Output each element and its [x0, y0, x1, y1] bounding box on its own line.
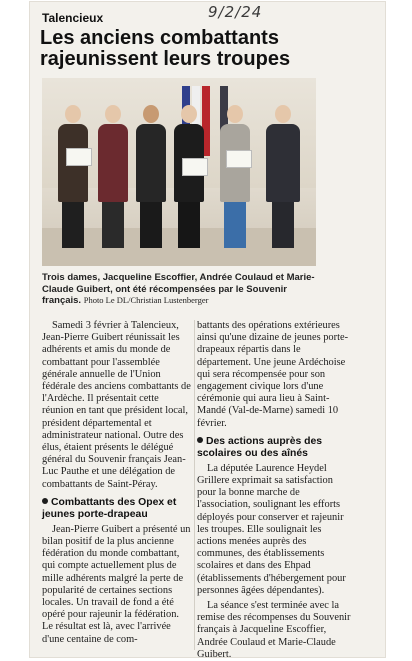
handwritten-date: 9/2/24 — [208, 3, 263, 21]
photo-caption — [42, 272, 327, 307]
article-column-2 — [197, 320, 352, 661]
person-3 — [136, 105, 166, 248]
person-6 — [266, 105, 300, 248]
certificate-2 — [182, 158, 208, 176]
article-column-1 — [42, 320, 192, 646]
article-headline: Les anciens combattants rajeunissent leurs troupes — [40, 27, 291, 70]
column-divider — [194, 320, 195, 650]
person-2 — [98, 105, 128, 248]
certificate-1 — [66, 148, 92, 166]
caption-text: Trois dames, Jacqueline Escoffier, Andrée Coulaud et Marie-Claude Guibert, ont été récompensées par le Souvenir français. — [42, 272, 315, 306]
certificate-3 — [226, 150, 252, 168]
paragraph-conclusion: La séance s'est terminée avec la remise des récompenses du Souvenir français à Jacqueline Escoffier, Andrée Coulaud et Marie-Claude Guibert. — [197, 600, 351, 660]
paragraph-continuation: battants des opérations extérieures ainsi qu'une dizaine de jeunes porte-drapeaux répartis dans le département. Une jeune Ardéchoise qui sera récompensée pour son engagement civique lors d'une cérémonie qui aura lieu à Saint-Mandé (Val-de-Marne) samedi 10 février. — [197, 320, 349, 429]
subhead-actions — [197, 436, 352, 460]
paragraph-bilan: Jean-Pierre Guibert a présenté un bilan positif de la plus ancienne fédération du monde combattant, qui compte actuellement plus de mille adhérents malgré la perte de popularité de certaines sections locales. Un travail de fond a été opéré pour rajeunir la fédération. Le résultat est là, avec l'arrivée d'une centaine de com- — [42, 523, 191, 645]
subhead-actions-text: Des actions auprès des scolaires ou des aînés — [197, 435, 323, 459]
person-1 — [58, 105, 88, 248]
article-photo — [42, 78, 316, 266]
section-kicker: Talencieux — [42, 11, 104, 25]
bullet-icon — [42, 498, 48, 504]
paragraph-deputee: La députée Laurence Heydel Grillere exprimait sa satisfaction pour la bonne marche de l'association, soulignant les efforts déployés pour conserver et rajeunir les troupes. Elle soulignait les actions menées auprès des communes, des établissements scolaires et dans des Ehpad (établissements d'hébergement pour personnes âgées dépendantes). — [197, 462, 346, 596]
photo-credit: Photo Le DL/Christian Lustenberger — [83, 295, 209, 305]
subhead-opex-text: Combattants des Opex et jeunes porte-drapeau — [42, 496, 177, 520]
person-4 — [174, 105, 204, 248]
person-5 — [220, 105, 250, 248]
paragraph-intro: Samedi 3 février à Talencieux, Jean-Pierre Guibert réunissait les adhérents et amis du monde de combattant pour l'assemblée générale annuelle de l'Union fédérale des anciens combattants de l'Ardèche. Il présentait cette réunion en tant que président local, président départemental et administrateur national. Outre des élus, étaient présents le délégué général du Souvenir français Jean-Luc Pauthe et une délégation de combattants de Saint-Péray. — [42, 320, 191, 490]
subhead-opex — [42, 497, 192, 521]
bullet-icon — [197, 437, 203, 443]
